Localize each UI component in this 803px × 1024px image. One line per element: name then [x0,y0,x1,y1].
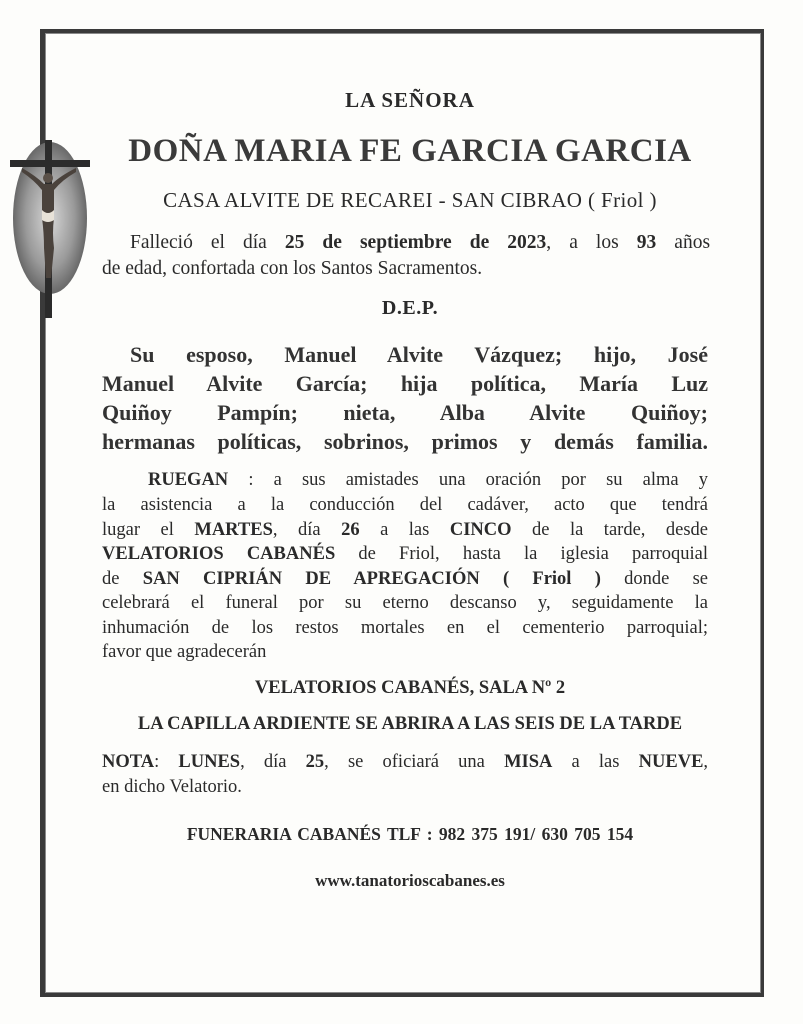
request-line-8: favor que agradecerán [102,642,267,662]
request-line-6: celebrará el funeral por su eterno descanso y, seguidamente la [102,593,708,613]
ruegan-label: RUEGAN [148,470,229,490]
age: 93 [636,232,657,253]
dep-label: D.E.P. [381,297,439,319]
velatorio-room: VELATORIOS CABANÉS, SALA Nº 2 [254,678,566,698]
chapel-notice: LA CAPILLA ARDIENTE SE ABRIRA A LAS SEIS DE LA TARDE [137,714,683,734]
church-name: SAN CIPRIÁN DE APREGACIÓN ( Friol ) [142,568,601,589]
death-notice [130,230,710,255]
request-line-5: de SAN CIPRIÁN DE APREGACIÓN ( Friol ) donde se [102,568,709,589]
note-block [102,750,708,799]
death-notice-2 [102,256,582,281]
request-block [102,493,708,665]
website-link[interactable]: www.tanatorioscabanes.es [315,871,505,890]
request-line-2: la asistencia a la conducción del cadáver, acto que tendrá [102,495,708,515]
death-notice-line-1: Falleció el día 25 de septiembre de 2023, a los 93 años [130,232,711,253]
funeral-home-contact: FUNERARIA CABANÉS TLF : 982 375 191/ 630 705 154 [186,824,634,844]
death-notice-line-2: de edad, confortada con los Santos Sacramentos. [102,258,483,279]
deceased-name: DOÑA MARIA FE GARCIA GARCIA [128,133,692,169]
day-name: MARTES [194,519,273,540]
crucifix-icon [8,138,92,320]
family-line-4: hermanas políticas, sobrinos, primos y demás familia. [102,429,708,454]
family-line-3: Quiñoy Pampín; nieta, Alba Alvite Quiñoy; [102,400,708,425]
request-line-1-wrap [148,468,708,493]
velatorios-name: VELATORIOS CABANÉS [102,544,336,564]
note-line-1: NOTA: LUNES, día 25, se oficiará una MISA a las NUEVE, [102,752,709,772]
residence: CASA ALVITE DE RECAREI - SAN CIBRAO ( Friol ) [163,188,657,212]
family-block [130,340,708,369]
death-date: 25 de septiembre de 2023 [284,232,547,253]
family-block-2 [102,369,708,456]
request-line-3: lugar el MARTES, día 26 a las CINCO de la tarde, desde [102,519,709,540]
request-line-7: inhumación de los restos mortales en el cementerio parroquial; [102,617,708,638]
note-label: NOTA [102,752,155,772]
title-prefix: LA SEÑORA [345,88,475,112]
time-word: CINCO [449,519,512,540]
note-line-2: en dicho Velatorio. [102,776,242,797]
request-line-1: RUEGAN : a sus amistades una oración por su alma y [148,470,708,490]
family-line-2: Manuel Alvite García; hija política, María Luz [102,371,708,396]
family-line-1: Su esposo, Manuel Alvite Vázquez; hijo, José [130,342,708,367]
request-line-4: VELATORIOS CABANÉS de Friol, hasta la iglesia parroquial [102,544,709,564]
